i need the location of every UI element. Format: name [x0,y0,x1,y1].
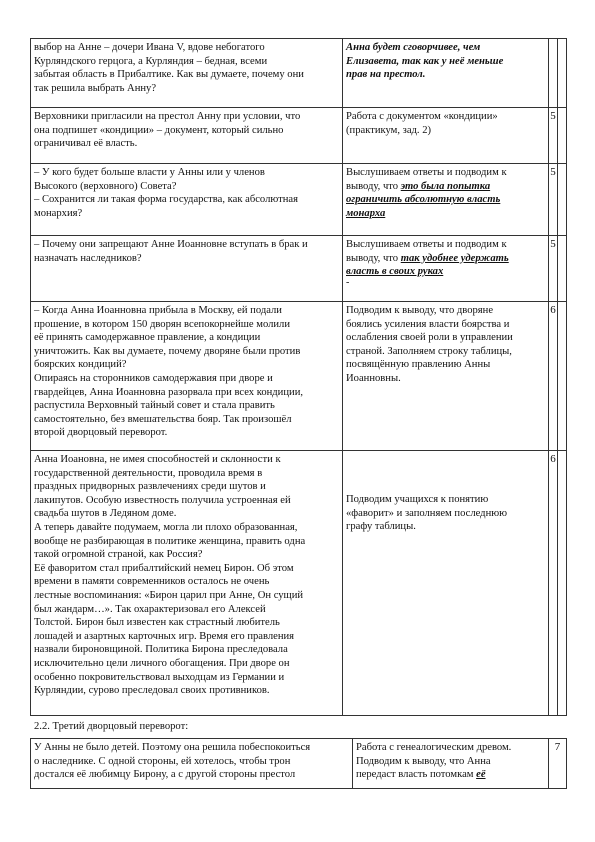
method-text: Подводим к выводу, что дворяне боялись усиления власти боярства и ослабления своей роли в управлении страной. Заполняем строку таблицы, посвящённую правлению Анны Иоанновны. [346,305,513,384]
page-number: 5 [550,238,556,250]
activity-cell [31,108,343,164]
method-cell [343,236,549,302]
activity-cell [31,302,343,451]
activity-text: – Когда Анна Иоанновна прибыла в Москву, ей подали прошение, в котором 150 дворян всепокорнейше молили её принять самодержавное правление, а кондиции уничтожить. Как вы думаете, почему дворяне были против боярских кондиций? Опираясь на сторонников самодержавия при дворе и гвардейцев, Анна Иоанновна разорвала при всех кондиции, распустила Верховный тайный совет и стала править самостоятельно, без вмешательства бояр. Так произошёл второй дворцовый переворот. [34,305,304,439]
activity-cell [31,739,353,789]
method-cell [343,108,549,164]
method-text: Работа с генеалогическим древом. Подводим к выводу, что Анна передаст власть потомкам [356,742,512,781]
page-number-cell [549,451,558,716]
activity-text: Верховники пригласили на престол Анну при условии, что она подпишет «кондиции» – документ, который сильно ограничивал её власть. [34,111,301,150]
lesson-plan-table [30,38,567,716]
page-number: 5 [550,166,556,178]
dash-mark: - [346,276,350,288]
activity-text: – У кого будет больше власти у Анны или у членов Высокого (верховного) Совета? – Сохранится ли такая форма государства, как абсолютная монархия? [34,167,298,219]
empty-cell [558,236,567,302]
method-text: Выслушиваем ответы и подводим к выводу, что [346,239,507,264]
page-number: 6 [550,304,556,316]
section-title: 2.2. Третий дворцовый переворот: [34,721,189,732]
table-row [31,451,567,716]
page-number-cell [549,108,558,164]
table-row [31,302,567,451]
method-cell [353,739,549,789]
method-text: Подводим учащихся к понятию «фаворит» и заполняем последнюю графу таблицы. [346,494,508,533]
table-row [31,739,567,789]
method-cell [343,164,549,236]
activity-text: выбор на Анне – дочери Ивана V, вдове небогатого Курляндского герцога, а Курляндия – бедная, всеми забытая область в Прибалтике. Как вы думаете, почему они так решила выбрать Анну? [34,42,304,94]
continuation-table [30,738,567,789]
activity-cell [31,39,343,108]
activity-cell [31,164,343,236]
table-row [31,39,567,108]
page-number-cell [549,302,558,451]
page-number: 5 [550,110,556,122]
page-number: 6 [550,453,556,465]
method-cell [343,302,549,451]
empty-cell [558,164,567,236]
table-row [31,164,567,236]
table-row [31,108,567,164]
page-number-cell [549,739,567,789]
method-cell [343,39,549,108]
page-number: 7 [554,741,561,753]
empty-cell [558,302,567,451]
activity-cell [31,451,343,716]
method-text: Работа с документом «кондиции» (практикум, зад. 2) [346,111,498,136]
page-number-cell [549,39,558,108]
conclusion-underlined: так удобнее удержать власть в своих руках [346,252,509,278]
method-text: Анна будет сговорчивее, чем Елизавета, так как у неё меньше прав на престол. [346,42,504,81]
section-heading [34,720,554,734]
empty-cell [558,39,567,108]
empty-cell [558,451,567,716]
activity-cell [31,236,343,302]
conclusion-underlined: это была попытка ограничить абсолютную власть монарха [346,180,501,219]
method-cell [343,451,549,716]
activity-text: Анна Иоановна, не имея способностей и склонности к государственной деятельности, проводила время в праздных придворных развлечениях среди шутов и лакипутов. Особую известность получила устроенная ей свадьба шутов в Ледяном доме. А теперь давайте подумаем, могла ли плохо образованная, вообще не разбирающая в политике женщина, править одна такой огромной страной, как Россия? Её фаворитом стал прибалтийский немец Бирон. Об этом времени в памяти современников осталось не очень лестные воспоминания: «Бирон царил при Анне, Он сущий был жандарм…». Так охарактеризовал его Алексей Толстой. Бирон был известен как страстный любитель лошадей и азартных карточных игр. Время его правления назвали бироновщиной. Политика Бирона преследовала исключительно цели личного обогащения. При дворе он особенно покровительствовал выходцам из Германии и Курляндии, сурово преследовал своих противников. [34,454,306,697]
activity-text: У Анны не было детей. Поэтому она решила побеспокоиться о наследнике. С одной стороны, ей хотелось, чтобы трон достался её любимцу Бирону, а с другой стороны престол [34,742,311,781]
page-number-cell [549,236,558,302]
conclusion-underlined: её [476,769,486,781]
page-number-cell [549,164,558,236]
table-row [31,236,567,302]
method-text: Выслушиваем ответы и подводим к выводу, что [346,167,507,192]
empty-cell [558,108,567,164]
activity-text: – Почему они запрещают Анне Иоанновне вступать в брак и назначать наследников? [34,239,308,264]
